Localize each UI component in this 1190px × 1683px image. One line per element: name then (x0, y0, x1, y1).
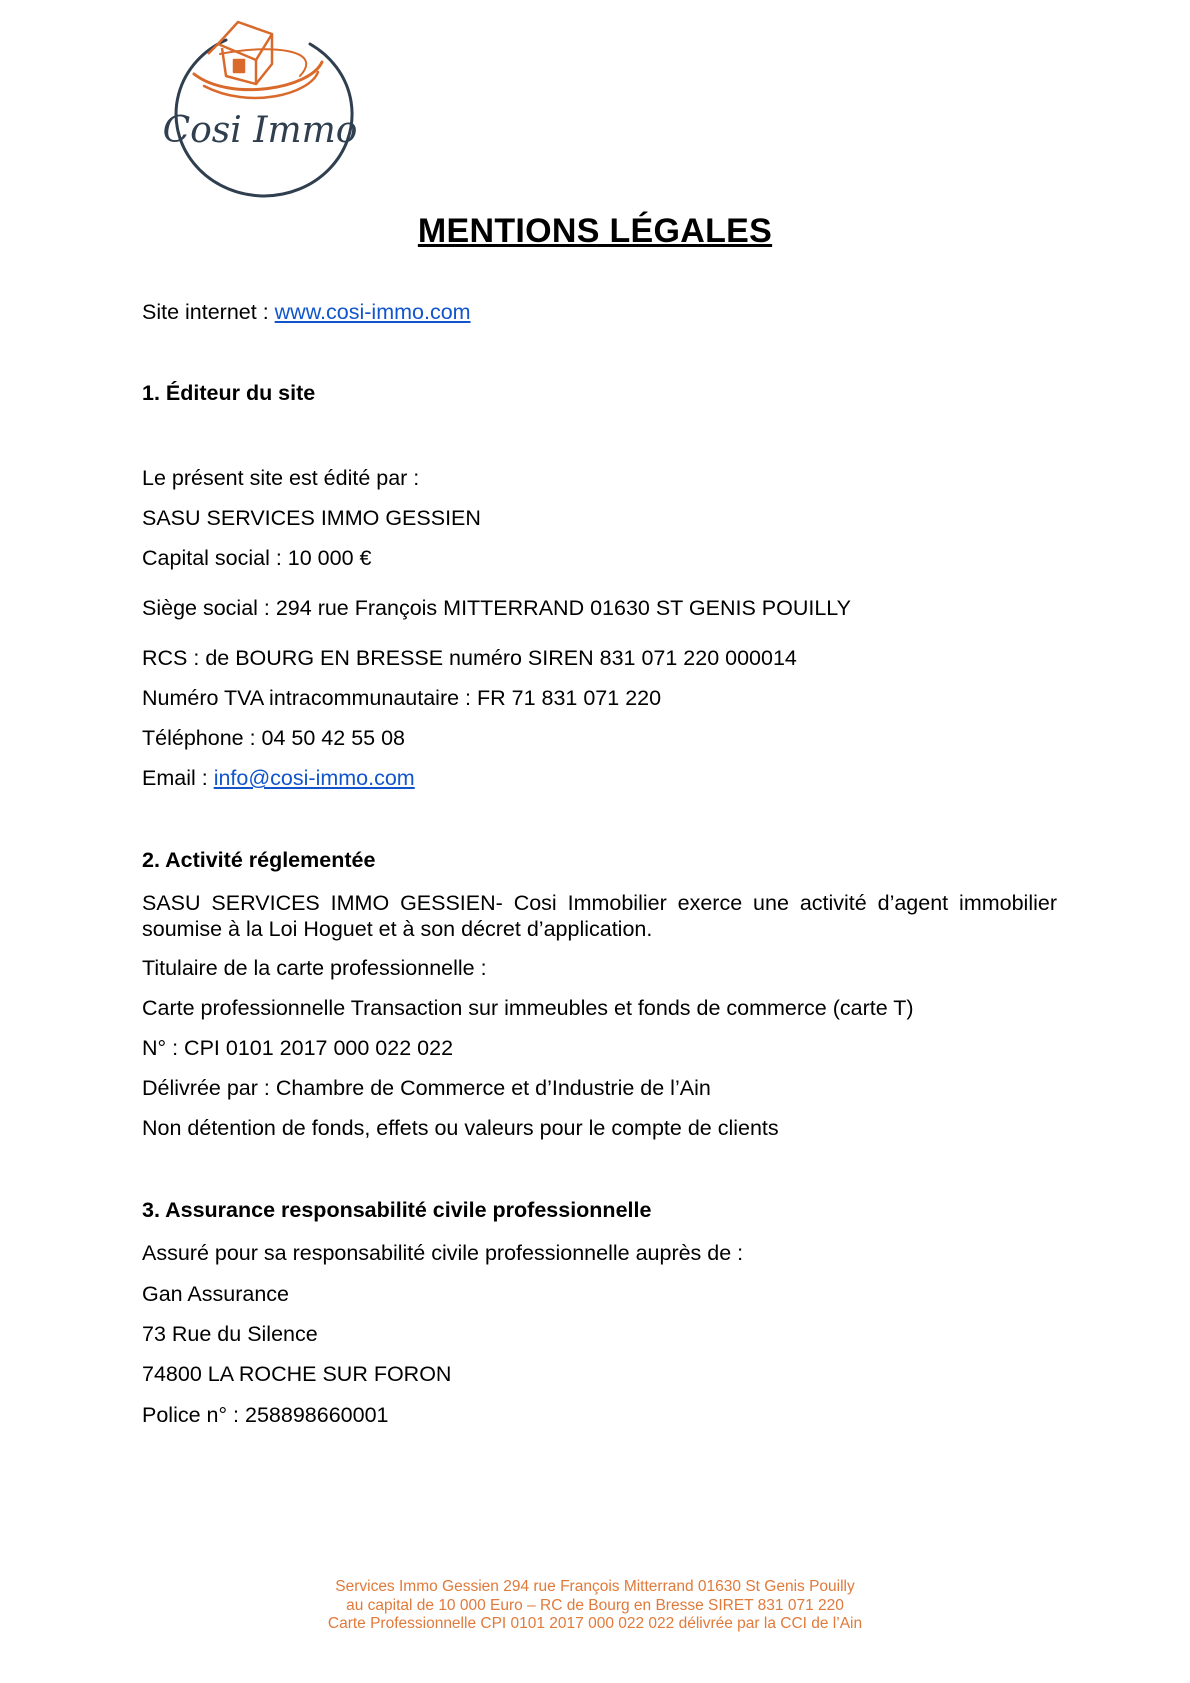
footer-line: au capital de 10 000 Euro – RC de Bourg en Bresse SIRET 831 071 220 (346, 1596, 844, 1614)
section1-line: Capital social : 10 000 € (142, 546, 372, 570)
section2-line: Non détention de fonds, effets ou valeurs pour le compte de clients (142, 1116, 779, 1140)
page-title: MENTIONS LÉGALES (417, 212, 773, 250)
section2-heading: 2. Activité réglementée (142, 848, 376, 872)
section1-line: Numéro TVA intracommunautaire : FR 71 831 071 220 (142, 686, 662, 710)
section3-line: Gan Assurance (142, 1282, 290, 1306)
logo-text: Cosi Immo (162, 110, 358, 151)
section2-paragraph: SASU SERVICES IMMO GESSIEN- Cosi Immobilier exerce une activité d’agent immobilier soumise à la Loi Hoguet et à son décret d’application. (142, 891, 1057, 941)
section3-line: Assuré pour sa responsabilité civile professionnelle auprès de : (142, 1241, 744, 1265)
section1-line: SASU SERVICES IMMO GESSIEN (142, 506, 481, 530)
section3-line: Police n° : 258898660001 (142, 1403, 389, 1427)
cosi-immo-logo (160, 14, 360, 199)
section1-line: Téléphone : 04 50 42 55 08 (142, 726, 405, 750)
section2-line: Carte professionnelle Transaction sur immeubles et fonds de commerce (carte T) (142, 996, 914, 1020)
section2-line: Délivrée par : Chambre de Commerce et d’Industrie de l’Ain (142, 1076, 711, 1100)
site-label: Site internet : (142, 300, 275, 324)
email-label: Email : (142, 766, 214, 790)
section2-line: N° : CPI 0101 2017 000 022 022 (142, 1036, 454, 1060)
section1-line: Siège social : 294 rue François MITTERRAND 01630 ST GENIS POUILLY (142, 596, 851, 620)
email-line (142, 765, 415, 791)
site-link[interactable]: www.cosi-immo.com (274, 300, 471, 324)
section1-heading: 1. Éditeur du site (142, 381, 316, 405)
page-footer (0, 1578, 1190, 1634)
email-link[interactable]: info@cosi-immo.com (213, 766, 415, 790)
section3-line: 74800 LA ROCHE SUR FORON (142, 1362, 452, 1386)
section3-line: 73 Rue du Silence (142, 1322, 318, 1346)
footer-line: Carte Professionnelle CPI 0101 2017 000 022 022 délivrée par la CCI de l’Ain (327, 1615, 863, 1632)
section1-line: RCS : de BOURG EN BRESSE numéro SIREN 831 071 220 000014 (142, 646, 797, 670)
section1-line: Le présent site est édité par : (142, 466, 420, 490)
section3-heading: 3. Assurance responsabilité civile professionnelle (142, 1198, 652, 1222)
section2-line: Titulaire de la carte professionnelle : (142, 956, 487, 980)
footer-line: Services Immo Gessien 294 rue François Mitterrand 01630 St Genis Pouilly (335, 1578, 855, 1595)
site-line (142, 299, 471, 325)
